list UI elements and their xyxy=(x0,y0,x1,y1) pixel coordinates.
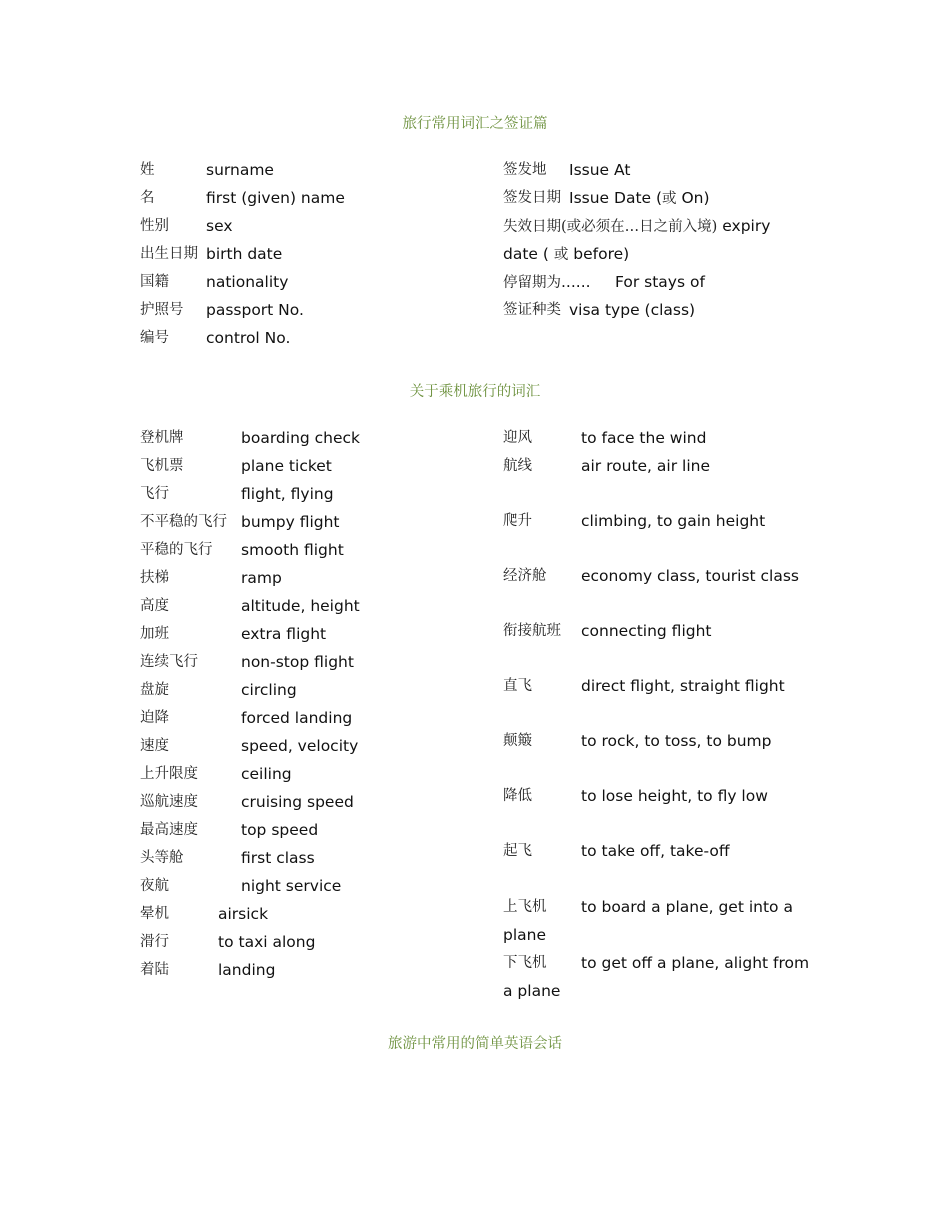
or-zh: 或 xyxy=(662,191,677,207)
term-zh: 上飞机 xyxy=(503,899,547,915)
term-en-continued: a plane xyxy=(503,982,561,1000)
term-en: top speed xyxy=(241,821,319,839)
term-en: expiry xyxy=(717,217,771,235)
term-en: first (given) name xyxy=(206,189,345,207)
term-zh: 扶梯 xyxy=(140,570,169,586)
term-en: to taxi along xyxy=(218,933,316,951)
term-en: air route, air line xyxy=(581,457,710,475)
term-en: connecting flight xyxy=(581,622,712,640)
term-zh: 颠簸 xyxy=(503,733,532,749)
term-zh: 起飞 xyxy=(503,843,532,859)
term-zh: 飞行 xyxy=(140,486,169,502)
term-en: to board a plane, get into a xyxy=(581,898,793,916)
term-en: to lose height, to fly low xyxy=(581,787,768,805)
term-en: flight, flying xyxy=(241,485,334,503)
term-en: airsick xyxy=(218,905,269,923)
term-en: Issue At xyxy=(569,161,631,179)
term-en: forced landing xyxy=(241,709,353,727)
term-zh: 滑行 xyxy=(140,934,169,950)
term-en: non-stop flight xyxy=(241,653,354,671)
term-en: date ( xyxy=(503,245,554,263)
term-en: bumpy flight xyxy=(241,513,340,531)
term-zh: 最高速度 xyxy=(140,822,198,838)
term-zh: 晕机 xyxy=(140,906,169,922)
term-en: speed, velocity xyxy=(241,737,359,755)
term-en: plane ticket xyxy=(241,457,332,475)
term-en: nationality xyxy=(206,273,289,291)
term-zh: 下飞机 xyxy=(503,955,547,971)
term-zh: 直飞 xyxy=(503,678,532,694)
term-zh: 签发日期 xyxy=(503,190,561,206)
term-en: cruising speed xyxy=(241,793,354,811)
term-zh: 迎风 xyxy=(503,430,532,446)
term-en-group xyxy=(569,184,710,213)
term-zh: 衔接航班 xyxy=(503,623,561,639)
term-en: passport No. xyxy=(206,301,304,319)
term-en: to face the wind xyxy=(581,429,707,447)
term-zh: 高度 xyxy=(140,598,169,614)
term-en: ramp xyxy=(241,569,282,587)
term-en: boarding check xyxy=(241,429,361,447)
term-en: smooth flight xyxy=(241,541,344,559)
term-zh: 爬升 xyxy=(503,513,532,529)
or-zh: 或 xyxy=(553,247,569,263)
term-en: For stays of xyxy=(615,273,705,291)
term-en: to get off a plane, alight from xyxy=(581,954,810,972)
term-zh: 航线 xyxy=(503,458,532,474)
term-en: surname xyxy=(206,161,274,179)
term-en: altitude, height xyxy=(241,597,360,615)
term-en-continued: plane xyxy=(503,926,547,944)
term-zh: 加班 xyxy=(140,626,169,642)
term-zh: 性别 xyxy=(140,218,169,234)
term-en: circling xyxy=(241,681,297,699)
term-zh: 停留期为 xyxy=(503,275,561,291)
term-en: economy class, tourist class xyxy=(581,567,799,585)
term-zh: 经济舱 xyxy=(503,568,547,584)
term-zh: 夜航 xyxy=(140,878,169,894)
term-zh: 编号 xyxy=(140,330,169,346)
term-en: visa type (class) xyxy=(569,301,696,319)
term-en: extra flight xyxy=(241,625,327,643)
term-en: ceiling xyxy=(241,765,292,783)
term-en: to rock, to toss, to bump xyxy=(581,732,772,750)
term-zh: 签发地 xyxy=(503,162,547,178)
term-zh: 不平稳的飞行 xyxy=(140,514,227,530)
term-en: climbing, to gain height xyxy=(581,512,766,530)
term-zh: 失效日期(或必须在…日之前入境) xyxy=(503,219,718,235)
term-zh: 登机牌 xyxy=(140,430,184,446)
term-en: first class xyxy=(241,849,315,867)
term-en-tail: On) xyxy=(676,189,710,207)
term-zh: 签证种类 xyxy=(503,302,561,318)
term-zh: 姓 xyxy=(140,162,155,178)
term-en: to take off, take-off xyxy=(581,842,730,860)
term-zh: 上升限度 xyxy=(140,766,198,782)
term-zh: 速度 xyxy=(140,738,169,754)
term-en: Issue Date ( xyxy=(569,189,663,207)
term-en-tail: before) xyxy=(568,245,630,263)
term-zh: 降低 xyxy=(503,788,532,804)
term-en: control No. xyxy=(206,329,291,347)
term-zh: 巡航速度 xyxy=(140,794,198,810)
term-zh: 名 xyxy=(140,190,155,206)
term-zh: 迫降 xyxy=(140,710,169,726)
term-en: night service xyxy=(241,877,342,895)
term-zh: 着陆 xyxy=(140,962,169,978)
conversation-section-heading: 旅游中常用的简单英语会话 xyxy=(388,1036,562,1052)
flight-section-heading: 关于乘机旅行的词汇 xyxy=(409,384,541,400)
term-en: birth date xyxy=(206,245,283,263)
term-zh: 连续飞行 xyxy=(140,654,198,670)
term-group xyxy=(503,212,770,241)
visa-section-heading: 旅行常用词汇之签证篇 xyxy=(402,116,548,132)
term-zh: 出生日期 xyxy=(140,246,198,262)
term-zh: 盘旋 xyxy=(140,682,169,698)
term-zh: 平稳的飞行 xyxy=(140,542,213,558)
term-en-group xyxy=(503,240,629,269)
term-zh: 护照号 xyxy=(140,302,184,318)
term-en: direct flight, straight flight xyxy=(581,677,785,695)
term-group xyxy=(503,268,591,297)
dots: ...... xyxy=(561,273,591,291)
term-en: sex xyxy=(206,217,233,235)
term-zh: 国籍 xyxy=(140,274,169,290)
term-en: landing xyxy=(218,961,276,979)
term-zh: 头等舱 xyxy=(140,850,184,866)
term-zh: 飞机票 xyxy=(140,458,184,474)
